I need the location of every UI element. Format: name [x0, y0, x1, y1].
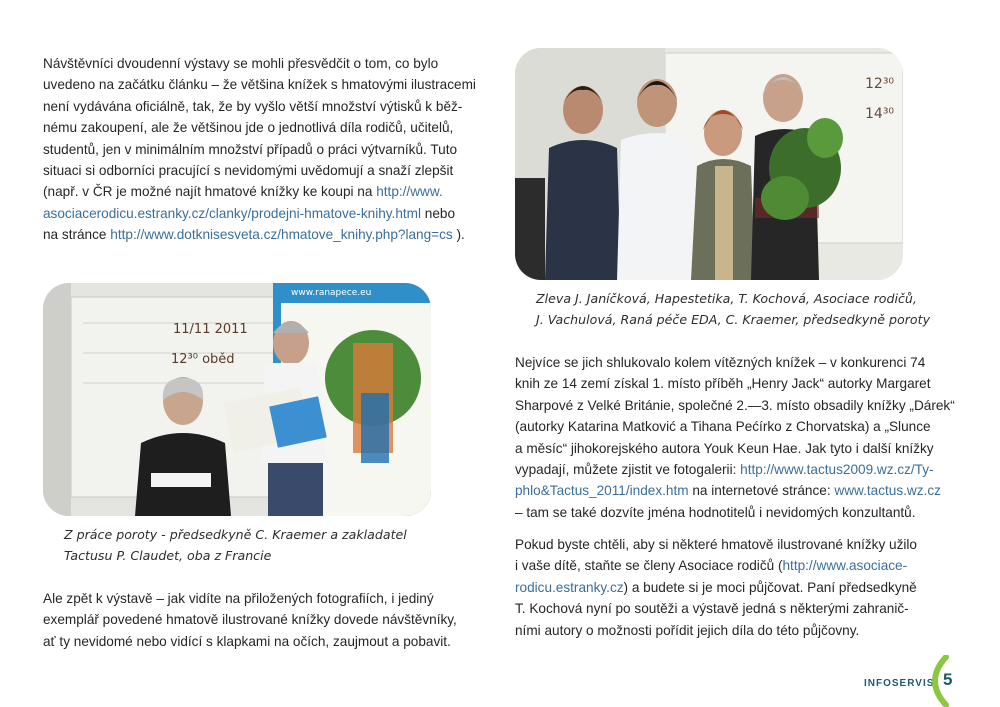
text-line: [515, 416, 955, 437]
text-run: exemplář povedené hmatově ilustrované knížky dovede návštěvníky,: [43, 612, 457, 628]
text-run: ).: [452, 227, 465, 243]
text-run: Ale zpět k výstavě – jak vidíte na přiložených fotografiích, i jediný: [43, 591, 434, 606]
text-line: [515, 480, 955, 501]
text-run: Sharpové z Velké Británie, společné 2.—3. místo obsadily knížky „Dárek“: [515, 397, 955, 413]
url-link[interactable]: http://www.: [376, 184, 443, 200]
url-link[interactable]: http://www.tactus2009.wz.cz/Ty-: [740, 462, 934, 478]
text-line: [43, 74, 476, 95]
text-run: uvedeno na začátku článku – že většina knížek s hmatovými ilustracemi: [43, 77, 476, 93]
text-line: [43, 609, 457, 630]
text-line: [43, 203, 476, 224]
text-run: i vaše dítě, staňte se členy Asociace rodičů (: [515, 558, 783, 574]
footer-section-label: INFOSERVIS: [864, 678, 935, 689]
text-run: studentů, jen v minimálním množství případů o práci výtvarníků. Tuto: [43, 141, 458, 157]
url-link[interactable]: rodicu.estranky.cz: [515, 579, 624, 595]
url-link[interactable]: asociacerodicu.estranky.cz/clanky/prodejni-hmatove-knihy.html: [43, 205, 422, 221]
text-line: [43, 117, 476, 138]
caption-line: J. Vachulová, Raná péče EDA, C. Kraemer, předsedkyně poroty: [536, 312, 931, 327]
text-run: – tam se také dozvíte jména hodnotitelů i nevidomých konzultantů.: [515, 504, 916, 520]
text-run: Návštěvníci dvoudenní výstavy se mohli přesvědčit o tom, co bylo: [43, 56, 439, 71]
text-run: nému zakoupení, ale že většinou jde o jednotlivá díla rodičů, učitelů,: [43, 120, 454, 136]
text-line: [515, 438, 955, 459]
caption-line: Z práce poroty - předsedkyně C. Kraemer a zakladatel: [64, 527, 407, 542]
text-line: [515, 502, 955, 523]
board-text-time-2: 14³⁰: [865, 106, 895, 122]
article-paragraph-intro: [43, 53, 476, 246]
text-run: (autorky Katarina Matković a Tihana Pećírko z Chorvatska) a „Slunce: [515, 419, 931, 435]
text-line: [515, 395, 955, 416]
text-run: Nejvíce se jich shlukovalo kolem vítězných knížek – v konkurenci 74: [515, 355, 926, 370]
board-text-lunch: 12³⁰ oběd: [171, 352, 235, 367]
text-line: [43, 224, 476, 245]
text-run: není vydávána oficiálně, tak, že by vyšlo větší množství výtisků k běž-: [43, 98, 463, 114]
text-line: [43, 96, 476, 117]
text-line: [43, 160, 476, 181]
text-run: na internetové stránce:: [688, 483, 835, 499]
text-line: [515, 534, 917, 555]
banner-url: www.ranapece.eu: [291, 288, 372, 298]
page-number: 5: [943, 670, 953, 689]
text-run: nebo: [421, 205, 456, 221]
text-run: Pokud byste chtěli, aby si některé hmatově ilustrované knížky užilo: [515, 537, 917, 552]
caption-line: Tactusu P. Claudet, oba z Francie: [64, 548, 272, 563]
photo-jury-work: [43, 283, 431, 516]
board-text-time-1: 12³⁰: [865, 76, 895, 92]
text-line: [515, 352, 955, 373]
text-run: (např. v ČR je možné najít hmatové knížky ke koupi na: [43, 184, 377, 200]
text-line: [43, 588, 457, 609]
text-line: [515, 459, 955, 480]
text-line: [515, 620, 917, 641]
text-run: T. Kochová nyní po soutěži a výstavě jedná s některými zahranič-: [515, 601, 909, 617]
url-link[interactable]: http://www.dotknisesveta.cz/hmatove_knihy.php?lang=cs: [110, 227, 453, 243]
url-link[interactable]: phlo&Tactus_2011/index.htm: [515, 483, 689, 499]
caption-group-photo: [536, 288, 930, 330]
text-run: ními autory o možnosti pořídit jejich díla do této půjčovny.: [515, 622, 860, 638]
text-run: ať ty nevidomé nebo vidící s klapkami na očích, zaujmout a pobavit.: [43, 633, 451, 649]
article-paragraph-exhibition: [43, 588, 457, 652]
article-paragraph-winners: [515, 352, 955, 523]
text-line: [515, 577, 917, 598]
url-link[interactable]: http://www.asociace-: [782, 558, 908, 574]
board-text-date: 11/11 2011: [173, 322, 248, 337]
text-line: [43, 181, 476, 202]
text-line: [515, 373, 955, 394]
text-run: knih ze 14 zemí získal 1. místo příběh „Henry Jack“ autorky Margaret: [515, 376, 931, 392]
text-line: [43, 631, 457, 652]
caption-line: Zleva J. Janíčková, Hapestetika, T. Kochová, Asociace rodičů,: [536, 291, 917, 306]
photo-group-women: [515, 48, 903, 280]
caption-jury-photo: [64, 524, 407, 566]
text-run: a měsíc“ jihokorejského autora Youk Keun Hae. Jak tyto i další knížky: [515, 440, 934, 456]
text-run: ) a budete si je moci půjčovat. Paní předsedkyně: [623, 579, 917, 595]
text-run: na stránce: [43, 227, 111, 243]
text-line: [43, 53, 476, 74]
text-run: situaci si odborníci pracující s nevidomými uvědomují a snaží zlepšit: [43, 163, 454, 179]
text-line: [515, 555, 917, 576]
url-link[interactable]: www.tactus.wz.cz: [834, 483, 941, 499]
article-paragraph-association: [515, 534, 917, 641]
text-line: [515, 598, 917, 619]
text-run: vypadají, můžete zjistit ve fotogalerii:: [515, 462, 741, 478]
text-line: [43, 139, 476, 160]
